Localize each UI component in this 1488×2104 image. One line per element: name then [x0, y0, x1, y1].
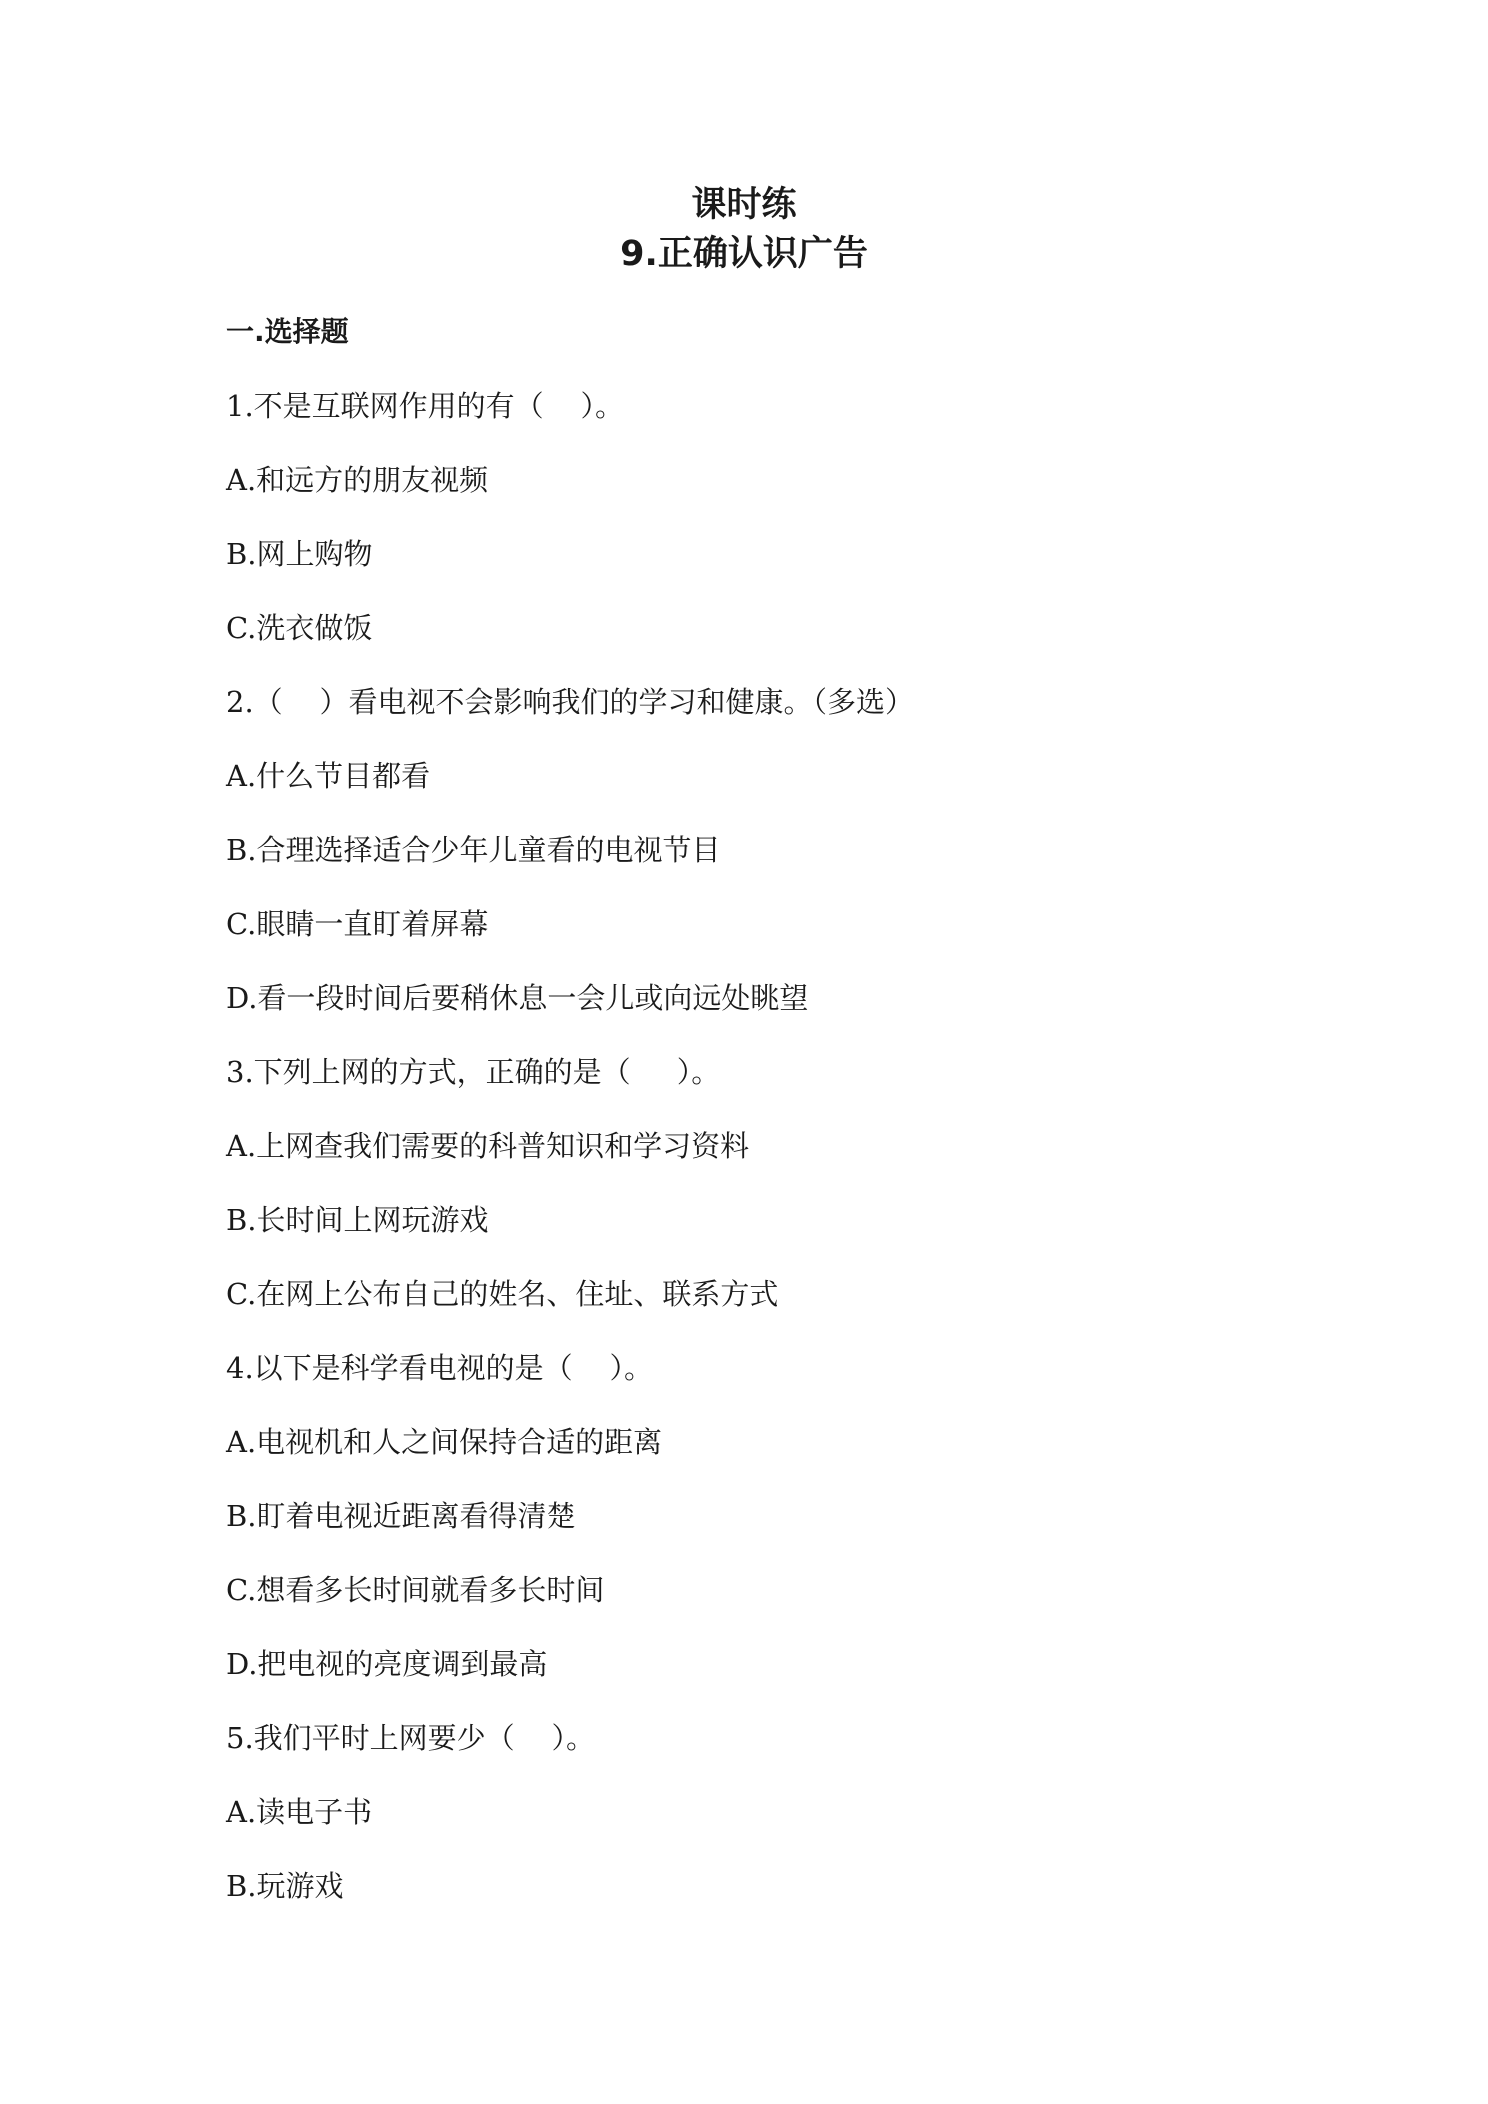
section-heading: 一.选择题	[226, 315, 349, 348]
question-2-option-d: D.看一段时间后要稍休息一会儿或向远处眺望	[226, 981, 809, 1015]
question-stem-4: 4.以下是科学看电视的是（ ）。	[226, 1351, 654, 1385]
question-stem-5: 5.我们平时上网要少（ ）。	[226, 1721, 596, 1755]
question-stem-3: 3.下列上网的方式，正确的是（ ）。	[226, 1055, 721, 1089]
question-5-option-a: A.读电子书	[226, 1795, 373, 1829]
question-4-option-c: C.想看多长时间就看多长时间	[226, 1573, 605, 1607]
question-2-option-a: A.什么节目都看	[226, 759, 431, 793]
question-1-option-b: B.网上购物	[226, 537, 373, 571]
question-1-option-a: A.和远方的朋友视频	[226, 463, 489, 497]
question-2-option-c: C.眼睛一直盯着屏幕	[226, 907, 489, 941]
question-4-option-a: A.电视机和人之间保持合适的距离	[226, 1425, 663, 1459]
question-4-option-d: D.把电视的亮度调到最高	[226, 1647, 548, 1681]
question-3-option-a: A.上网查我们需要的科普知识和学习资料	[226, 1129, 750, 1163]
question-3-option-c: C.在网上公布自己的姓名、住址、联系方式	[226, 1277, 779, 1311]
question-2-option-b: B.合理选择适合少年儿童看的电视节目	[226, 833, 721, 867]
question-3-option-b: B.长时间上网玩游戏	[226, 1203, 489, 1237]
question-4-option-b: B.盯着电视近距离看得清楚	[226, 1499, 576, 1533]
question-stem-1: 1.不是互联网作用的有（ ）。	[226, 389, 625, 423]
lesson-title: 9.正确认识广告	[620, 234, 868, 274]
question-5-option-b: B.玩游戏	[226, 1869, 344, 1903]
document-title: 课时练	[691, 185, 797, 225]
question-list	[226, 385, 914, 1939]
question-1-option-c: C.洗衣做饭	[226, 611, 373, 645]
question-stem-2: 2.（ ）看电视不会影响我们的学习和健康。（多选）	[226, 685, 915, 719]
